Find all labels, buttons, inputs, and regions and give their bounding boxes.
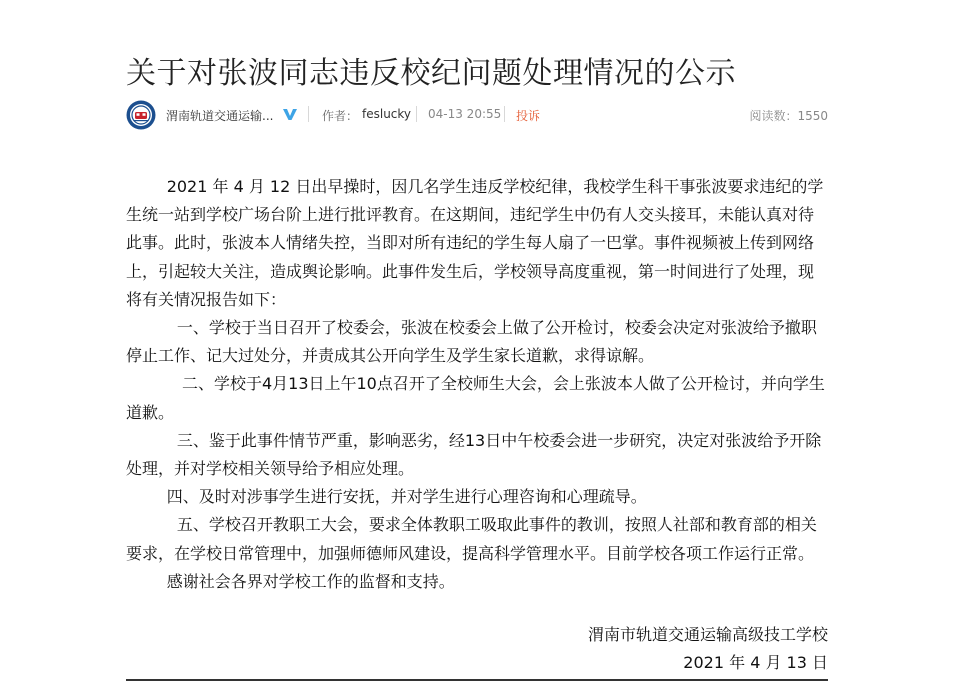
paragraph-item-2: 二、学校于4月13日上午10点召开了全校师生大会，会上张波本人做了公开检讨，并向学生道歉。 [126, 374, 825, 422]
signature-date: 2021 年 4 月 13 日 [683, 653, 828, 672]
author-avatar[interactable] [126, 100, 156, 130]
author-id[interactable]: feslucky [362, 107, 412, 121]
meta-divider [504, 106, 505, 122]
paragraph-item-1: 一、学校于当日召开了校委会，张波在校委会上做了公开检讨，校委会决定对张波给予撤职停止工作、记大过处分，并责成其公开向学生及学生家长道歉，求得谅解。 [126, 318, 817, 366]
author-name[interactable]: 渭南轨道交通运输... [166, 109, 274, 123]
article-title: 关于对张波同志违反校纪问题处理情况的公示 [126, 56, 736, 91]
paragraph-item-4: 四、及时对涉事学生进行安抚，并对学生进行心理咨询和心理疏导。 [126, 487, 647, 507]
paragraph-intro: 2021 年 4 月 12 日出早操时，因几名学生违反学校纪律，我校学生科干事张波要求违纪的学生统一站到学校广场台阶上进行批评教育。在这期间，违纪学生中仍有人交头接耳，未能认真对待此事。此时，张波本人情绪失控，当即对所有违纪的学生每人扇了一巴掌。事件视频被上传到网络上，引起较大关注，造成舆论影响。此事件发生后，学校领导高度重视，第一时间进行了处理，现将有关情况报告如下： [126, 177, 824, 309]
read-count: 阅读数：1550 [749, 109, 828, 123]
meta-divider [308, 106, 309, 122]
paragraph-item-3: 三、鉴于此事件情节严重，影响恶劣，经13日中午校委会进一步研究，决定对张波给予开除处理，并对学校相关领导给予相应处理。 [126, 430, 822, 479]
report-link[interactable]: 投诉 [516, 109, 541, 123]
paragraph-item-5: 五、学校召开教职工大会，要求全体教职工吸取此事件的教训，按照人社部和教育部的相关要求，在学校日常管理中，加强师德师风建设，提高科学管理水平。目前学校各项工作运行正常。 [126, 515, 817, 563]
divider [126, 679, 828, 681]
verified-v-icon [282, 106, 298, 122]
paragraph-thanks: 感谢社会各界对学校工作的监督和支持。 [126, 571, 455, 591]
post-time: 04-13 20:55 [428, 107, 502, 121]
article-body [126, 173, 828, 596]
author-label: 作者： [322, 109, 359, 123]
meta-divider [416, 106, 417, 122]
signature-organization: 渭南市轨道交通运输高级技工学校 [587, 625, 828, 644]
article-meta [126, 100, 828, 130]
